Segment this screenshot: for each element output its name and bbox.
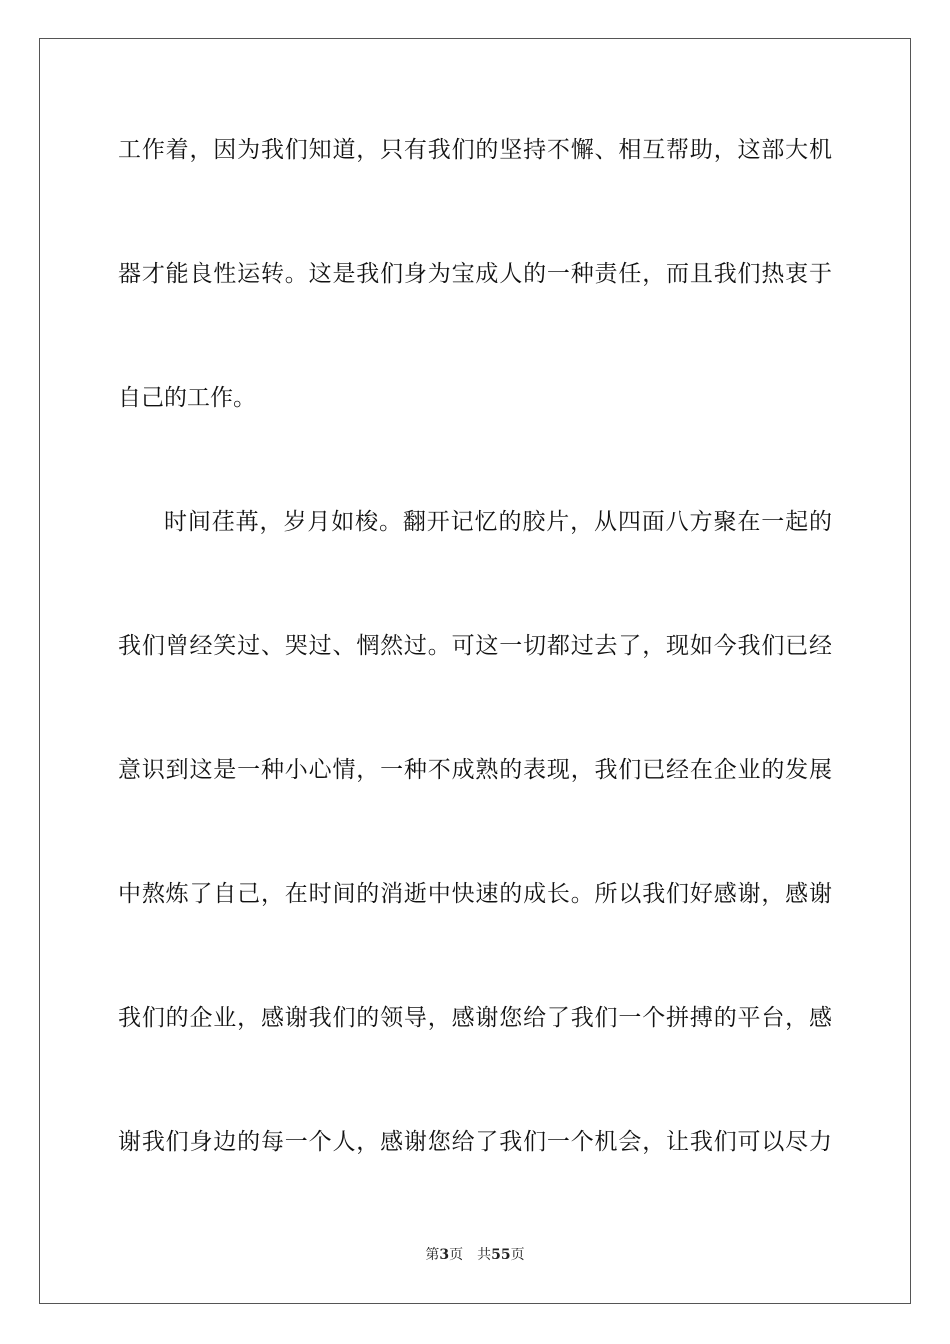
body-text-line: 谢我们身边的每一个人，感谢您给了我们一个机会，让我们可以尽力 — [118, 1129, 832, 1155]
body-text-line: 中熬炼了自己，在时间的消逝中快速的成长。所以我们好感谢，感谢 — [118, 881, 832, 907]
footer-page-prefix: 第 — [425, 1247, 440, 1263]
body-text-line: 器才能良性运转。这是我们身为宝成人的一种责任，而且我们热衷于 — [118, 261, 832, 287]
page-footer — [0, 1246, 950, 1264]
body-text-line: 工作着，因为我们知道，只有我们的坚持不懈、相互帮助，这部大机 — [118, 137, 832, 163]
footer-total-suffix: 页 — [510, 1247, 525, 1263]
body-text-line: 自己的工作。 — [118, 385, 256, 411]
body-text-line: 意识到这是一种小心情，一种不成熟的表现，我们已经在企业的发展 — [118, 757, 832, 783]
body-text-line: 我们曾经笑过、哭过、惘然过。可这一切都过去了，现如今我们已经 — [118, 633, 832, 659]
footer-page-number: 3 — [439, 1247, 450, 1263]
page-border — [39, 38, 911, 1304]
paragraph-first-line: 时间荏苒，岁月如梭。翻开记忆的胶片，从四面八方聚在一起的 — [164, 509, 832, 535]
footer-page-suffix: 页 — [449, 1247, 464, 1263]
footer-total-prefix: 共 — [477, 1247, 492, 1263]
footer-total-pages: 55 — [491, 1247, 511, 1263]
body-text-line: 我们的企业，感谢我们的领导，感谢您给了我们一个拼搏的平台，感 — [118, 1005, 832, 1031]
